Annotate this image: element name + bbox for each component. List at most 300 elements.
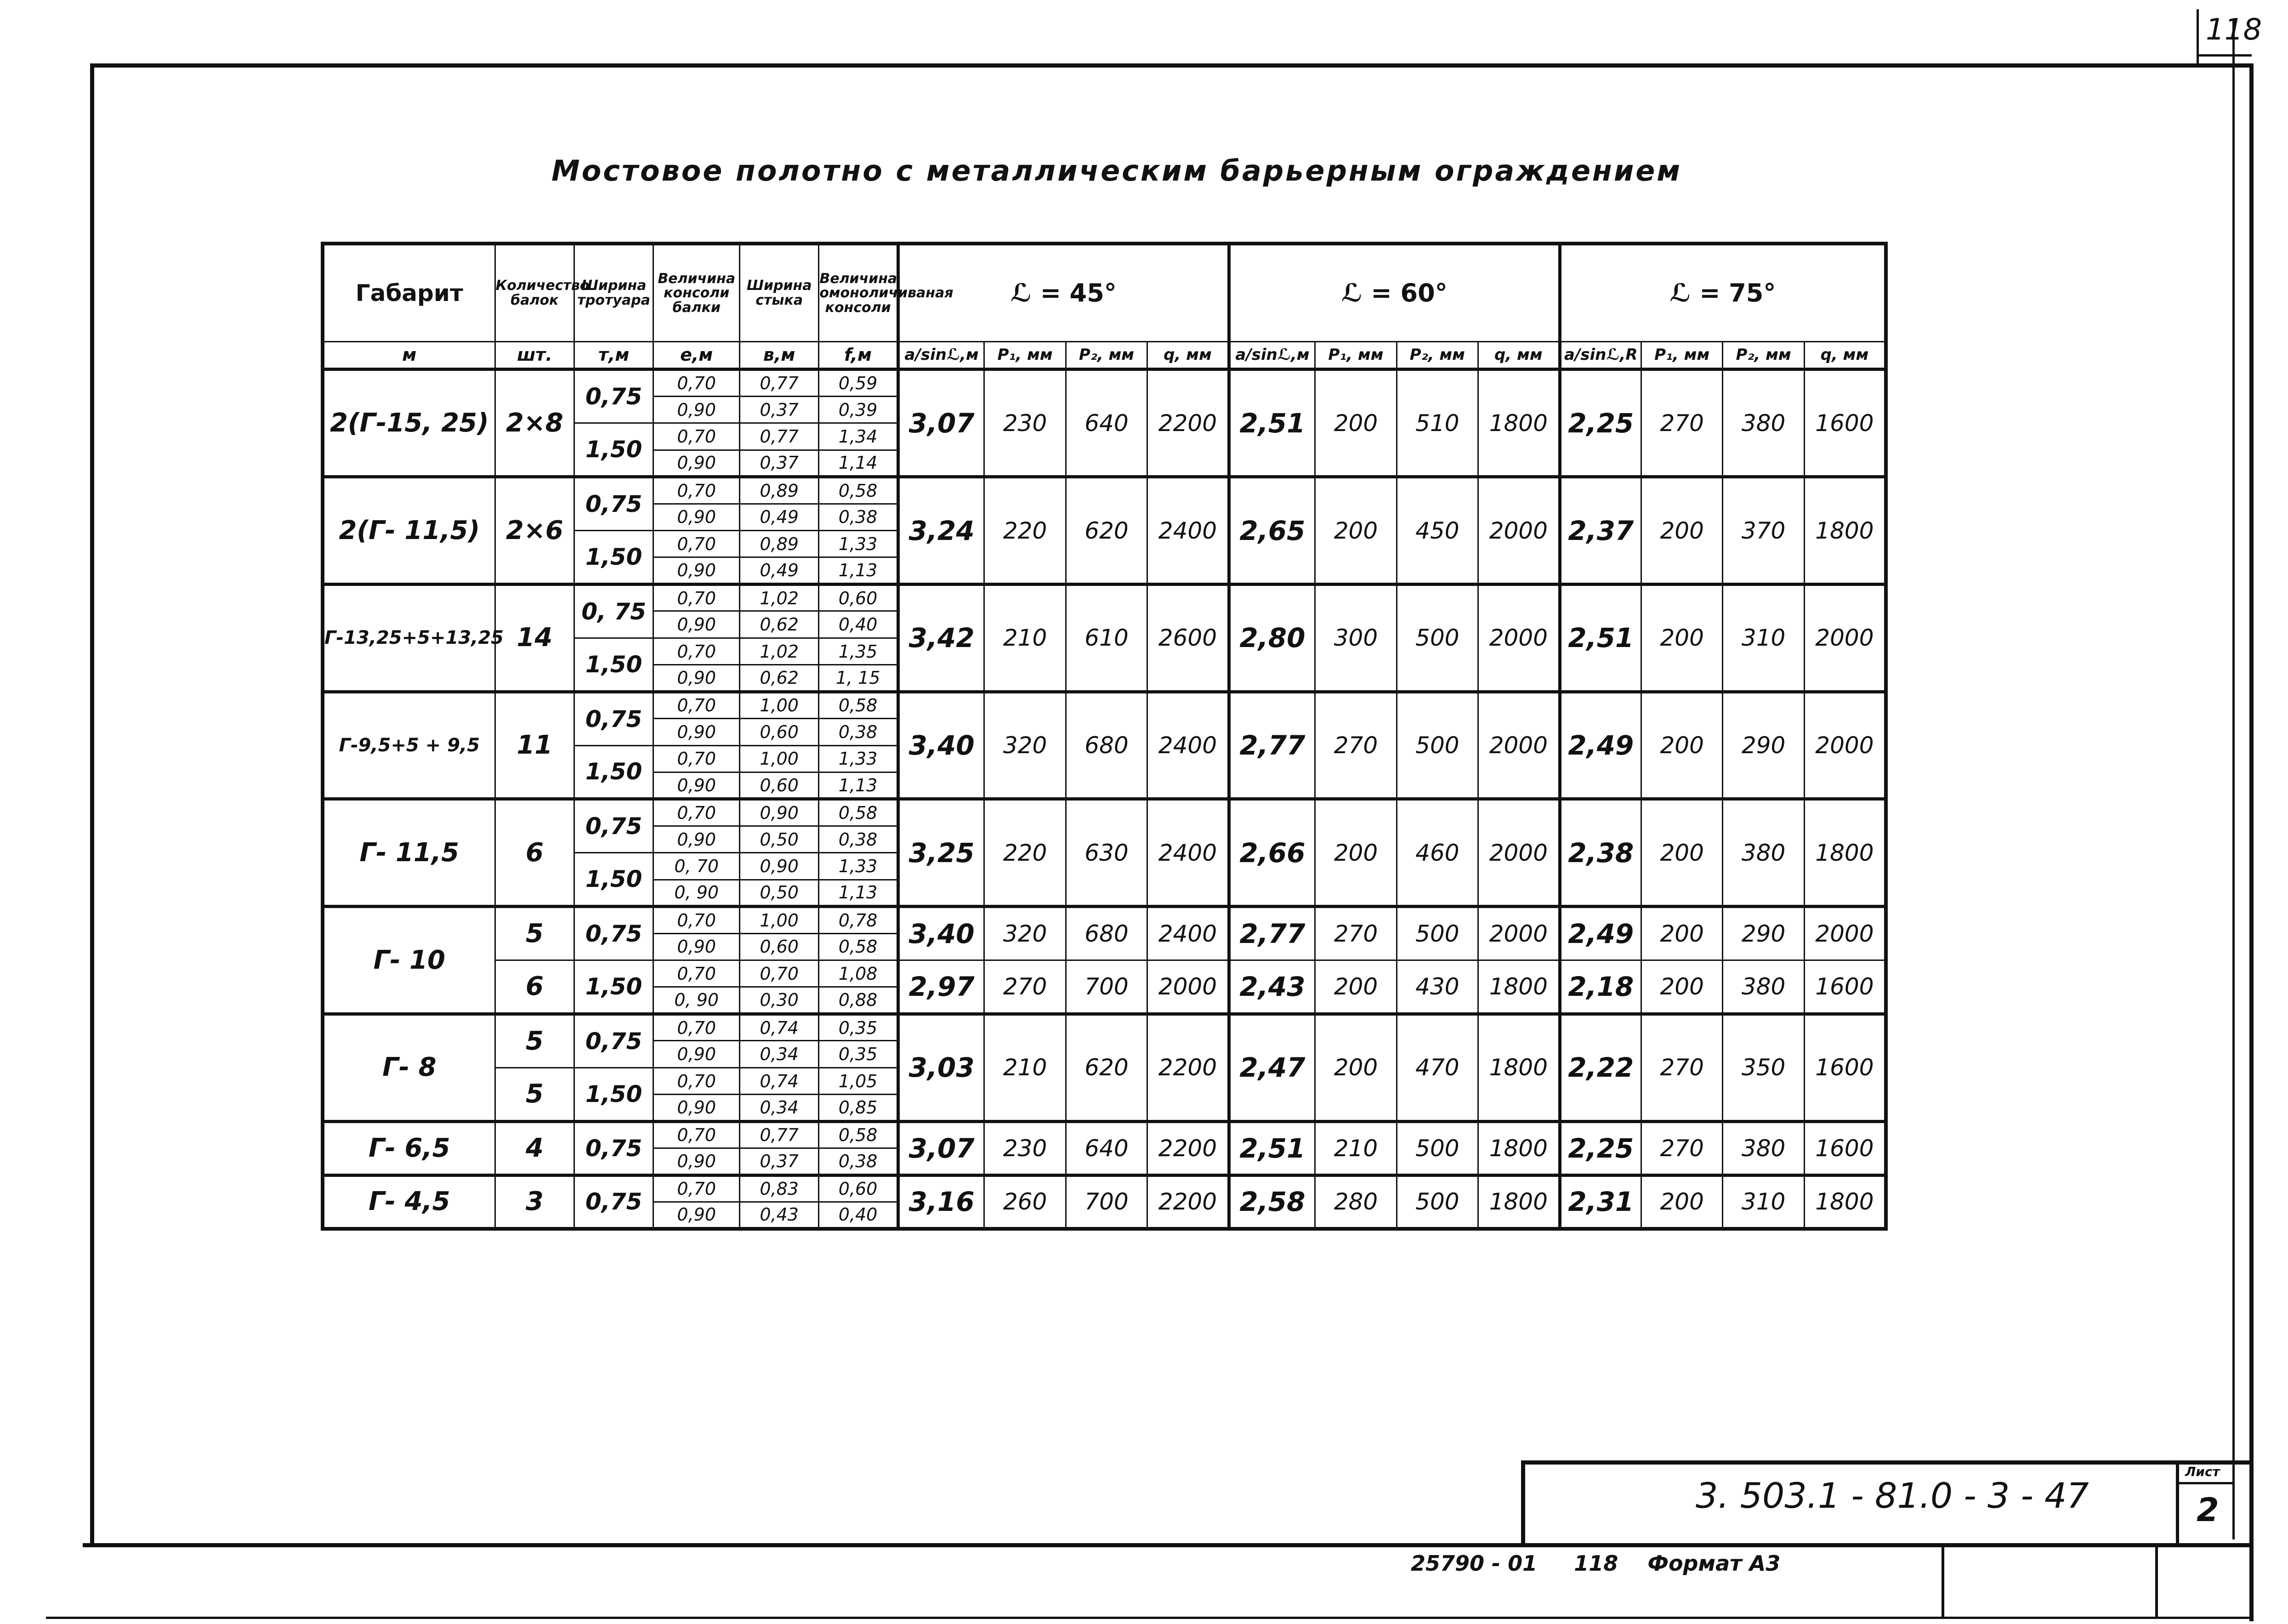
value-cell: 2,51 — [1229, 369, 1315, 477]
sidewalk-width-cell: 0,75 — [574, 799, 653, 853]
value-cell: 680 — [1066, 692, 1147, 799]
value-cell: 2000 — [1478, 584, 1560, 692]
value-cell: 1800 — [1804, 1175, 1886, 1229]
value-cell: 470 — [1397, 1014, 1478, 1121]
units-row — [323, 341, 1886, 369]
overhang-cell: 0,70 — [653, 369, 740, 396]
value-cell: 510 — [1397, 369, 1478, 477]
value-cell: 200 — [1315, 1014, 1397, 1121]
value-cell: 2,49 — [1560, 692, 1641, 799]
gabarit-cell: Г- 4,5 — [323, 1175, 495, 1229]
data-table — [321, 242, 1888, 1231]
value-cell: 2,51 — [1229, 1121, 1315, 1175]
value-cell: 200 — [1641, 1175, 1722, 1229]
value-cell: 2400 — [1147, 799, 1229, 907]
unit-cell: P₂, мм — [1066, 341, 1147, 369]
value-cell: 2200 — [1147, 1121, 1229, 1175]
table-row — [323, 1121, 1886, 1148]
overhang-cell: 0,70 — [653, 1014, 740, 1040]
value-cell: 2,80 — [1229, 584, 1315, 692]
monolith-cell: 0,88 — [819, 987, 898, 1014]
monolith-cell: 0,58 — [819, 477, 898, 504]
overhang-cell: 0,70 — [653, 584, 740, 611]
monolith-cell: 0,38 — [819, 826, 898, 852]
value-cell: 220 — [984, 799, 1066, 907]
joint-width-cell: 0,77 — [740, 369, 819, 396]
value-cell: 270 — [1641, 1014, 1722, 1121]
value-cell: 2,77 — [1229, 692, 1315, 799]
count-cell: 3 — [495, 1175, 574, 1229]
overhang-cell: 0,70 — [653, 692, 740, 718]
gabarit-cell: Г- 6,5 — [323, 1121, 495, 1175]
value-cell: 290 — [1723, 692, 1804, 799]
monolith-cell: 0,35 — [819, 1014, 898, 1040]
value-cell: 260 — [984, 1175, 1066, 1229]
monolith-cell: 0,38 — [819, 504, 898, 530]
value-cell: 630 — [1066, 799, 1147, 907]
sidewalk-width-cell: 1,50 — [574, 531, 653, 585]
value-cell: 620 — [1066, 1014, 1147, 1121]
count-cell: 2×6 — [495, 477, 574, 585]
value-cell: 3,07 — [898, 369, 984, 477]
table-row — [323, 799, 1886, 826]
value-cell: 1600 — [1804, 960, 1886, 1014]
value-cell: 2600 — [1147, 584, 1229, 692]
joint-width-cell: 0,37 — [740, 1148, 819, 1175]
value-cell: 2000 — [1478, 477, 1560, 585]
gabarit-cell: Г- 8 — [323, 1014, 495, 1121]
header-count: Количество балок — [495, 244, 574, 341]
value-cell: 700 — [1066, 960, 1147, 1014]
count-cell: 11 — [495, 692, 574, 799]
gabarit-cell: Г-9,5+5 + 9,5 — [323, 692, 495, 799]
table-row — [323, 369, 1886, 396]
joint-width-cell: 0,90 — [740, 799, 819, 826]
sheet-number: 2 — [2197, 1491, 2219, 1529]
joint-width-cell: 0,70 — [740, 960, 819, 987]
value-cell: 200 — [1315, 369, 1397, 477]
monolith-cell: 1,34 — [819, 423, 898, 450]
overhang-cell: 0,90 — [653, 1148, 740, 1175]
value-cell: 200 — [1641, 907, 1722, 960]
value-cell: 2000 — [1804, 692, 1886, 799]
value-cell: 2000 — [1478, 692, 1560, 799]
monolith-cell: 1,33 — [819, 745, 898, 772]
value-cell: 2,49 — [1560, 907, 1641, 960]
overhang-cell: 0,90 — [653, 1041, 740, 1068]
value-cell: 2000 — [1478, 907, 1560, 960]
value-cell: 200 — [1315, 477, 1397, 585]
value-cell: 350 — [1723, 1014, 1804, 1121]
value-cell: 3,07 — [898, 1121, 984, 1175]
value-cell: 3,16 — [898, 1175, 984, 1229]
overhang-cell: 0,90 — [653, 450, 740, 477]
count-cell: 14 — [495, 584, 574, 692]
stamp-top-line — [1521, 1460, 2252, 1465]
overhang-cell: 0,90 — [653, 665, 740, 692]
frame-bottom-line — [83, 1543, 2254, 1547]
unit-cell: q, мм — [1478, 341, 1560, 369]
monolith-cell: 0,58 — [819, 799, 898, 826]
unit-cell: шт. — [495, 341, 574, 369]
sheet-label: Лист — [2185, 1464, 2220, 1479]
value-cell: 500 — [1397, 907, 1478, 960]
unit-cell: a/sinℒ,R — [1560, 341, 1641, 369]
value-cell: 2000 — [1478, 799, 1560, 907]
overhang-cell: 0,90 — [653, 396, 740, 423]
monolith-cell: 0,60 — [819, 584, 898, 611]
unit-cell: P₂, мм — [1397, 341, 1478, 369]
value-cell: 2400 — [1147, 477, 1229, 585]
joint-width-cell: 0,60 — [740, 933, 819, 960]
value-cell: 200 — [1641, 584, 1722, 692]
frame-right-line — [2249, 63, 2254, 1621]
value-cell: 2,65 — [1229, 477, 1315, 585]
value-cell: 2,31 — [1560, 1175, 1641, 1229]
gabarit-cell: 2(Г- 11,5) — [323, 477, 495, 585]
sidewalk-width-cell: 0,75 — [574, 1175, 653, 1229]
value-cell: 460 — [1397, 799, 1478, 907]
unit-cell: f,м — [819, 341, 898, 369]
overhang-cell: 0,70 — [653, 907, 740, 933]
value-cell: 2,43 — [1229, 960, 1315, 1014]
monolith-cell: 0,58 — [819, 1121, 898, 1148]
overhang-cell: 0,70 — [653, 423, 740, 450]
value-cell: 3,40 — [898, 907, 984, 960]
monolith-cell: 1,14 — [819, 450, 898, 477]
value-cell: 500 — [1397, 692, 1478, 799]
table-row — [323, 907, 1886, 933]
sidewalk-width-cell: 0, 75 — [574, 584, 653, 638]
value-cell: 280 — [1315, 1175, 1397, 1229]
header-monolith: Величина омоноличиваная консоли — [819, 244, 898, 341]
unit-cell: P₁, мм — [1641, 341, 1722, 369]
joint-width-cell: 0,89 — [740, 531, 819, 557]
value-cell: 640 — [1066, 369, 1147, 477]
overhang-cell: 0,90 — [653, 719, 740, 745]
page-title: Мостовое полотно с металлическим барьерным ограждением — [551, 154, 1682, 187]
count-cell: 4 — [495, 1121, 574, 1175]
sidewalk-width-cell: 1,50 — [574, 638, 653, 692]
table-row — [323, 960, 1886, 987]
joint-width-cell: 0,62 — [740, 611, 819, 638]
value-cell: 270 — [1641, 369, 1722, 477]
overhang-cell: 0,70 — [653, 1175, 740, 1202]
header-alpha-45: ℒ = 45° — [898, 244, 1229, 341]
value-cell: 2,25 — [1560, 369, 1641, 477]
count-cell: 5 — [495, 1068, 574, 1121]
overhang-cell: 0,70 — [653, 799, 740, 826]
header-row — [323, 244, 1886, 341]
monolith-cell: 0,39 — [819, 396, 898, 423]
unit-cell: P₁, мм — [984, 341, 1066, 369]
table-row — [323, 1014, 1886, 1040]
unit-cell: P₂, мм — [1723, 341, 1804, 369]
value-cell: 230 — [984, 369, 1066, 477]
value-cell: 2000 — [1804, 584, 1886, 692]
joint-width-cell: 0,89 — [740, 477, 819, 504]
stamp-left-line — [1521, 1460, 1525, 1545]
overhang-cell: 0,70 — [653, 1068, 740, 1094]
table-row — [323, 477, 1886, 504]
value-cell: 1600 — [1804, 1014, 1886, 1121]
value-cell: 200 — [1641, 477, 1722, 585]
overhang-cell: 0,70 — [653, 477, 740, 504]
sidewalk-width-cell: 1,50 — [574, 1068, 653, 1121]
count-cell: 5 — [495, 907, 574, 960]
value-cell: 2,97 — [898, 960, 984, 1014]
frame-inner-right-line — [2232, 18, 2235, 1539]
header-overhang: Величина консоли балки — [653, 244, 740, 341]
outer-bottom-line — [46, 1617, 2252, 1619]
value-cell: 210 — [984, 1014, 1066, 1121]
joint-width-cell: 0,50 — [740, 880, 819, 906]
joint-width-cell: 0,77 — [740, 423, 819, 450]
value-cell: 1800 — [1804, 799, 1886, 907]
monolith-cell: 0,60 — [819, 1175, 898, 1202]
value-cell: 1800 — [1478, 1175, 1560, 1229]
value-cell: 1600 — [1804, 1121, 1886, 1175]
value-cell: 1800 — [1478, 1121, 1560, 1175]
value-cell: 610 — [1066, 584, 1147, 692]
value-cell: 310 — [1723, 1175, 1804, 1229]
value-cell: 270 — [1315, 907, 1397, 960]
joint-width-cell: 0,30 — [740, 987, 819, 1014]
sidewalk-width-cell: 1,50 — [574, 745, 653, 799]
value-cell: 680 — [1066, 907, 1147, 960]
count-cell: 6 — [495, 960, 574, 1014]
gabarit-cell: Г-13,25+5+13,25 — [323, 584, 495, 692]
value-cell: 220 — [984, 477, 1066, 585]
overhang-cell: 0,90 — [653, 772, 740, 799]
overhang-cell: 0,70 — [653, 960, 740, 987]
monolith-cell: 0,38 — [819, 719, 898, 745]
value-cell: 2,37 — [1560, 477, 1641, 585]
monolith-cell: 1,33 — [819, 853, 898, 880]
sidewalk-width-cell: 0,75 — [574, 1014, 653, 1068]
monolith-cell: 1, 15 — [819, 665, 898, 692]
overhang-cell: 0,90 — [653, 1202, 740, 1229]
monolith-cell: 1,35 — [819, 638, 898, 664]
value-cell: 210 — [984, 584, 1066, 692]
value-cell: 500 — [1397, 1175, 1478, 1229]
monolith-cell: 0,35 — [819, 1041, 898, 1068]
gabarit-cell: 2(Г-15, 25) — [323, 369, 495, 477]
table-row — [323, 692, 1886, 718]
format-note: 25790 - 01 118 Формат А3 — [1411, 1551, 1781, 1576]
corner-box-bottom — [2197, 54, 2252, 57]
joint-width-cell: 0,43 — [740, 1202, 819, 1229]
value-cell: 2200 — [1147, 1175, 1229, 1229]
joint-width-cell: 0,60 — [740, 719, 819, 745]
unit-cell: м — [323, 341, 495, 369]
joint-width-cell: 0,74 — [740, 1068, 819, 1094]
monolith-cell: 1,05 — [819, 1068, 898, 1094]
value-cell: 3,25 — [898, 799, 984, 907]
value-cell: 2,58 — [1229, 1175, 1315, 1229]
value-cell: 2,18 — [1560, 960, 1641, 1014]
header-sidewalk-width: Ширина тротуара — [574, 244, 653, 341]
count-cell: 6 — [495, 799, 574, 907]
value-cell: 2,22 — [1560, 1014, 1641, 1121]
joint-width-cell: 0,74 — [740, 1014, 819, 1040]
value-cell: 200 — [1315, 799, 1397, 907]
value-cell: 2,66 — [1229, 799, 1315, 907]
frame-left-line — [90, 63, 94, 1547]
header-joint-width: Ширина стыка — [740, 244, 819, 341]
unit-cell: е,м — [653, 341, 740, 369]
value-cell: 200 — [1641, 960, 1722, 1014]
bottom-box-divider-1 — [1942, 1544, 1944, 1618]
value-cell: 2,38 — [1560, 799, 1641, 907]
value-cell: 200 — [1641, 799, 1722, 907]
monolith-cell: 1,08 — [819, 960, 898, 987]
monolith-cell: 1,13 — [819, 772, 898, 799]
value-cell: 500 — [1397, 1121, 1478, 1175]
stamp-sheet-label-line — [2176, 1482, 2233, 1484]
unit-cell: a/sinℒ,м — [1229, 341, 1315, 369]
overhang-cell: 0,70 — [653, 1121, 740, 1148]
value-cell: 2200 — [1147, 369, 1229, 477]
value-cell: 270 — [1641, 1121, 1722, 1175]
joint-width-cell: 1,02 — [740, 638, 819, 664]
header-alpha-75: ℒ = 75° — [1560, 244, 1886, 341]
value-cell: 3,40 — [898, 692, 984, 799]
overhang-cell: 0,90 — [653, 1095, 740, 1121]
value-cell: 500 — [1397, 584, 1478, 692]
sidewalk-width-cell: 1,50 — [574, 853, 653, 907]
gabarit-cell: Г- 11,5 — [323, 799, 495, 907]
overhang-cell: 0,90 — [653, 611, 740, 638]
value-cell: 2,77 — [1229, 907, 1315, 960]
table-row — [323, 584, 1886, 611]
value-cell: 210 — [1315, 1121, 1397, 1175]
value-cell: 310 — [1723, 584, 1804, 692]
monolith-cell: 0,85 — [819, 1095, 898, 1121]
joint-width-cell: 0,37 — [740, 396, 819, 423]
value-cell: 3,42 — [898, 584, 984, 692]
sidewalk-width-cell: 0,75 — [574, 907, 653, 960]
monolith-cell: 1,13 — [819, 880, 898, 906]
joint-width-cell: 0,62 — [740, 665, 819, 692]
monolith-cell: 0,40 — [819, 1202, 898, 1229]
value-cell: 200 — [1315, 960, 1397, 1014]
value-cell: 270 — [1315, 692, 1397, 799]
overhang-cell: 0,70 — [653, 531, 740, 557]
value-cell: 2,51 — [1560, 584, 1641, 692]
monolith-cell: 0,58 — [819, 692, 898, 718]
unit-cell: т,м — [574, 341, 653, 369]
joint-width-cell: 1,00 — [740, 745, 819, 772]
value-cell: 200 — [1641, 692, 1722, 799]
sidewalk-width-cell: 0,75 — [574, 369, 653, 423]
value-cell: 380 — [1723, 1121, 1804, 1175]
value-cell: 430 — [1397, 960, 1478, 1014]
value-cell: 370 — [1723, 477, 1804, 585]
joint-width-cell: 0,49 — [740, 557, 819, 584]
value-cell: 1800 — [1478, 369, 1560, 477]
value-cell: 320 — [984, 907, 1066, 960]
value-cell: 380 — [1723, 960, 1804, 1014]
joint-width-cell: 0,50 — [740, 826, 819, 852]
joint-width-cell: 0,34 — [740, 1041, 819, 1068]
frame-top-line — [90, 63, 2254, 68]
page-number: 118 — [2206, 13, 2262, 47]
stamp-sheet-divider — [2176, 1460, 2179, 1545]
overhang-cell: 0,90 — [653, 933, 740, 960]
sidewalk-width-cell: 1,50 — [574, 423, 653, 477]
value-cell: 620 — [1066, 477, 1147, 585]
monolith-cell: 0,58 — [819, 933, 898, 960]
value-cell: 2400 — [1147, 692, 1229, 799]
joint-width-cell: 0,90 — [740, 853, 819, 880]
value-cell: 270 — [984, 960, 1066, 1014]
overhang-cell: 0, 90 — [653, 880, 740, 906]
value-cell: 1600 — [1804, 369, 1886, 477]
joint-width-cell: 1,00 — [740, 907, 819, 933]
sidewalk-width-cell: 0,75 — [574, 692, 653, 745]
monolith-cell: 1,13 — [819, 557, 898, 584]
overhang-cell: 0, 70 — [653, 853, 740, 880]
value-cell: 3,24 — [898, 477, 984, 585]
value-cell: 2200 — [1147, 1014, 1229, 1121]
value-cell: 2000 — [1147, 960, 1229, 1014]
value-cell: 290 — [1723, 907, 1804, 960]
monolith-cell: 1,33 — [819, 531, 898, 557]
value-cell: 640 — [1066, 1121, 1147, 1175]
sidewalk-width-cell: 1,50 — [574, 960, 653, 1014]
joint-width-cell: 0,77 — [740, 1121, 819, 1148]
document-code: 3. 503.1 - 81.0 - 3 - 47 — [1696, 1475, 2089, 1516]
overhang-cell: 0,90 — [653, 557, 740, 584]
overhang-cell: 0,70 — [653, 745, 740, 772]
gabarit-cell: Г- 10 — [323, 907, 495, 1014]
count-cell: 5 — [495, 1014, 574, 1068]
bottom-box-divider-2 — [2155, 1544, 2158, 1618]
value-cell: 2,25 — [1560, 1121, 1641, 1175]
value-cell: 230 — [984, 1121, 1066, 1175]
value-cell: 2,47 — [1229, 1014, 1315, 1121]
joint-width-cell: 1,00 — [740, 692, 819, 718]
joint-width-cell: 0,49 — [740, 504, 819, 530]
monolith-cell: 0,59 — [819, 369, 898, 396]
sidewalk-width-cell: 0,75 — [574, 1121, 653, 1175]
value-cell: 300 — [1315, 584, 1397, 692]
sidewalk-width-cell: 0,75 — [574, 477, 653, 531]
monolith-cell: 0,78 — [819, 907, 898, 933]
overhang-cell: 0,90 — [653, 504, 740, 530]
header-alpha-60: ℒ = 60° — [1229, 244, 1560, 341]
header-gabarit: Габарит — [323, 244, 495, 341]
monolith-cell: 0,40 — [819, 611, 898, 638]
value-cell: 380 — [1723, 799, 1804, 907]
value-cell: 320 — [984, 692, 1066, 799]
value-cell: 3,03 — [898, 1014, 984, 1121]
unit-cell: q, мм — [1147, 341, 1229, 369]
unit-cell: q, мм — [1804, 341, 1886, 369]
monolith-cell: 0,38 — [819, 1148, 898, 1175]
value-cell: 1800 — [1478, 960, 1560, 1014]
unit-cell: a/sinℒ,м — [898, 341, 984, 369]
overhang-cell: 0,70 — [653, 638, 740, 664]
value-cell: 1800 — [1804, 477, 1886, 585]
value-cell: 700 — [1066, 1175, 1147, 1229]
unit-cell: в,м — [740, 341, 819, 369]
joint-width-cell: 0,34 — [740, 1095, 819, 1121]
joint-width-cell: 0,37 — [740, 450, 819, 477]
unit-cell: P₁, мм — [1315, 341, 1397, 369]
value-cell: 450 — [1397, 477, 1478, 585]
